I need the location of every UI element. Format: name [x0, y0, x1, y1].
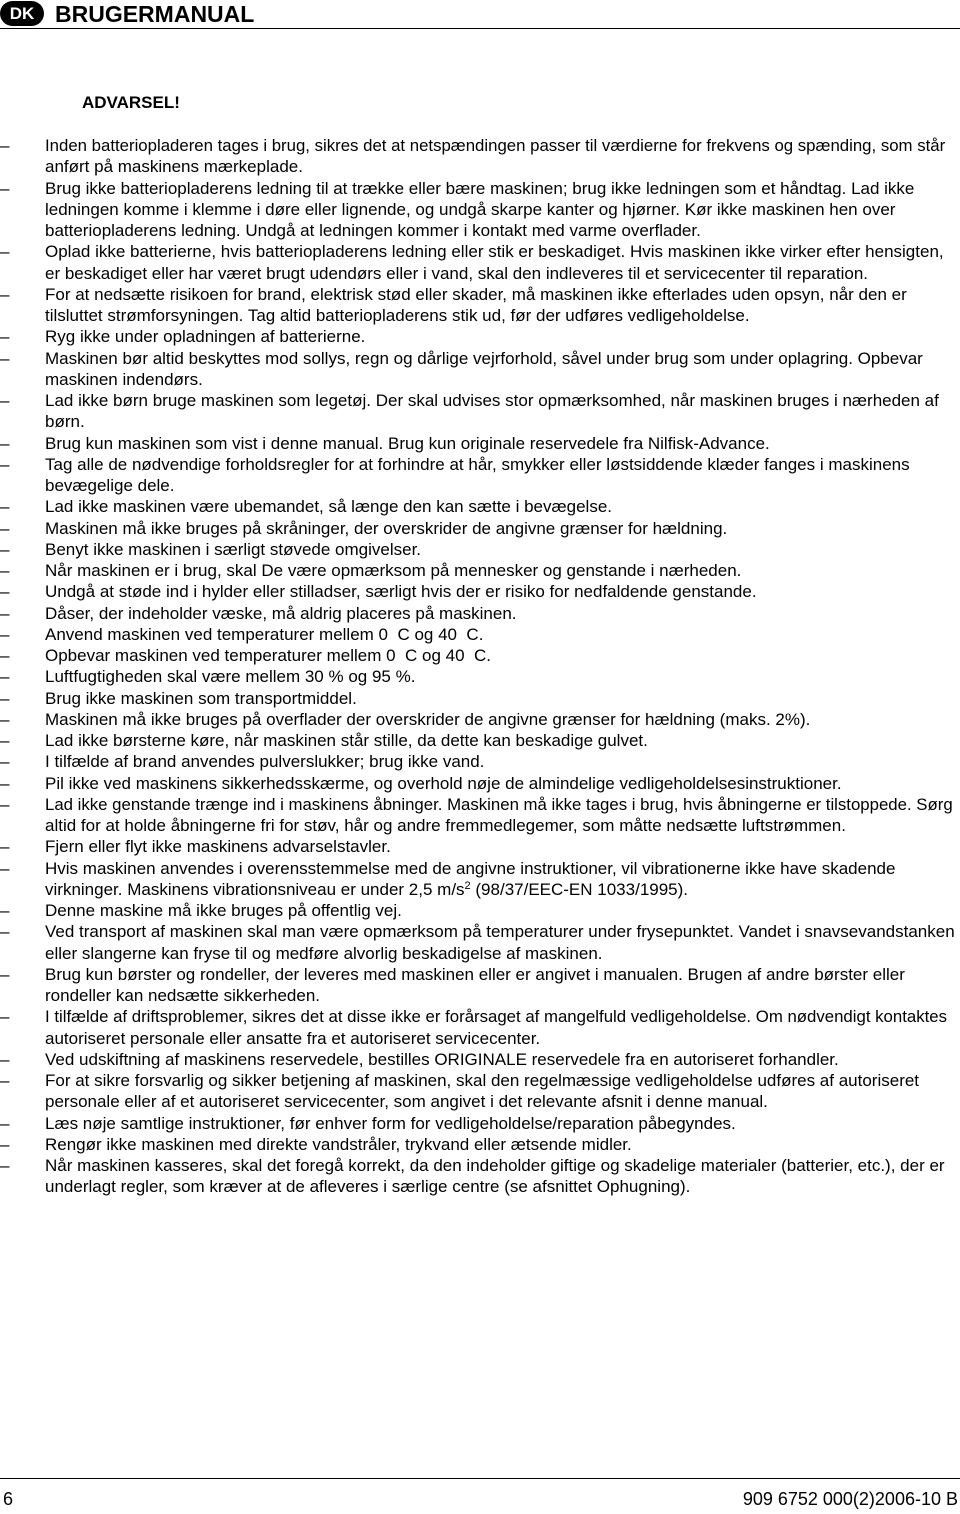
warning-line: eller slangerne kan fryse til og medføre alvorlig beskadigelse af maskinen.: [45, 943, 603, 963]
warning-line: Luftfugtigheden skal være mellem 30 % og 95 %.: [45, 667, 416, 687]
warning-text: [45, 284, 957, 327]
warning-item: [0, 603, 960, 624]
warning-line: Brug kun børster og rondeller, der leveres med maskinen eller er angivet i manualen. Brugen af andre børster eller: [45, 964, 905, 984]
warning-text: [45, 178, 957, 242]
warning-item: [0, 348, 960, 391]
warning-line: [45, 879, 688, 900]
warning-line: autoriseret personale eller ansatte fra et autoriseret servicecenter.: [45, 1028, 541, 1048]
warning-line: Ved udskiftning af maskinens reservedele, bestilles ORIGINALE reservedele fra en autoriseret forhandler.: [45, 1049, 839, 1069]
warning-line: Maskinen må ikke bruges på overflader der overskrider de angivne grænser for hældning (maks. 2%).: [45, 709, 811, 729]
warning-text: [45, 433, 957, 454]
bullet-dash: –: [0, 1049, 10, 1069]
bullet-dash: –: [0, 688, 10, 708]
warning-text: [45, 688, 957, 709]
warning-text: [45, 581, 957, 602]
warning-line: Brug kun maskinen som vist i denne manual. Brug kun originale reservedele fra Nilfisk-Advance.: [45, 433, 770, 453]
warning-text: [45, 900, 957, 921]
warning-item: [0, 241, 960, 284]
warning-text: [45, 1155, 957, 1198]
warning-text: [45, 348, 957, 391]
document-code: 909 6752 000(2)2006-10 B: [742, 1489, 958, 1509]
warning-line: Denne maskine må ikke bruges på offentlig vej.: [45, 901, 402, 920]
warning-item: [0, 539, 960, 560]
warning-text: [45, 241, 957, 284]
bullet-dash: –: [0, 709, 10, 729]
warning-line: Lad ikke genstande trænge ind i maskinens åbninger. Maskinen må ikke tages i brug, hvis åbningerne er tilstoppede. Sørg: [45, 794, 953, 814]
warning-line: Fjern eller flyt ikke maskinens advarselstavler.: [45, 837, 391, 857]
bullet-dash: –: [0, 539, 10, 559]
warning-item: [0, 1049, 960, 1070]
warning-text: [45, 518, 957, 539]
warning-line: Maskinen bør altid beskyttes mod sollys, regn og dårlige vejrforhold, såvel under brug som under oplagring. Opbevar: [45, 348, 923, 368]
warning-line: rondeller kan nedsætte sikkerheden.: [45, 986, 320, 1005]
warning-line: batteriopladerens ledning. Undgå at ledningen kommer i kontakt med varme overflader.: [45, 221, 701, 240]
warning-item: [0, 284, 960, 327]
warning-line: Inden batteriopladeren tages i brug, sikres det at netspændingen passer til værdierne for frekvens og spænding, som står: [45, 136, 946, 155]
warning-list: [0, 135, 960, 1198]
warning-text: [45, 560, 957, 581]
warning-line: Lad ikke maskinen være ubemandet, så længe den kan sætte i bevægelse.: [45, 497, 612, 517]
warning-line: Opbevar maskinen ved temperaturer mellem 0 C og 40 C.: [45, 646, 491, 665]
bullet-dash: –: [0, 837, 10, 857]
warning-text: [45, 496, 957, 517]
warning-text: [45, 454, 957, 497]
warning-line: For at sikre forsvarlig og sikker betjening af maskinen, skal den regelmæssige vedligeholdelse udføres af autoriseret: [45, 1071, 920, 1090]
warning-item: [0, 730, 960, 751]
superscript: 2: [464, 879, 471, 892]
warning-text: [45, 773, 957, 794]
bullet-dash: –: [0, 518, 10, 538]
warning-item: [0, 836, 960, 857]
warning-line: børn.: [45, 412, 85, 432]
warning-item: [0, 496, 960, 517]
bullet-dash: –: [0, 794, 10, 814]
warning-line: underlagt regler, som kræver at de afleveres i særlige centre (se afsnittet Ophugning).: [45, 1177, 691, 1197]
bullet-dash: –: [0, 1007, 10, 1027]
warning-heading: ADVARSEL!: [82, 93, 180, 112]
warning-text: [45, 836, 957, 857]
warning-line: Når maskinen kasseres, skal det foregå korrekt, da den indeholder giftige og skadelige materialer (batterier, etc.), der er: [45, 1156, 945, 1175]
bullet-dash: –: [0, 858, 10, 878]
warning-line: Tag alle de nødvendige forholdsregler for at forhindre at hår, smykker eller løstsiddende klæder fanges i maskinens: [45, 454, 910, 474]
warning-text: [45, 751, 957, 772]
warning-line: Lad ikke børsterne køre, når maskinen står stille, da dette kan beskadige gulvet.: [45, 731, 648, 750]
warning-item: [0, 688, 960, 709]
warning-line: Lad ikke børn bruge maskinen som legetøj. Der skal udvises stor opmærksomhed, når maskinen bruges i nærheden af: [45, 391, 939, 410]
warning-text: [45, 326, 957, 347]
bullet-dash: –: [0, 603, 10, 623]
bullet-dash: –: [0, 242, 10, 262]
warning-line: Brug ikke maskinen som transportmiddel.: [45, 688, 357, 708]
warning-line-text: (98/37/EEC-EN 1033/1995).: [470, 879, 689, 899]
document-title: BRUGERMANUAL: [55, 1, 255, 27]
bullet-dash: –: [0, 582, 10, 602]
warning-line: er beskadiget eller har været brugt udendørs eller i vand, skal den indleveres til et servicecenter til reparation.: [45, 263, 869, 283]
warning-text: [45, 794, 957, 837]
warning-item: [0, 1113, 960, 1134]
bullet-dash: –: [0, 1156, 10, 1175]
warning-text: [45, 1070, 957, 1113]
bullet-dash: –: [0, 624, 10, 644]
bullet-dash: –: [0, 964, 10, 984]
warning-text: [45, 390, 957, 433]
warning-item: [0, 794, 960, 837]
warning-line-text: virkninger. Maskinens vibrationsniveau er under 2,5 m/s: [45, 879, 465, 899]
bullet-dash: –: [0, 646, 10, 665]
warning-line: Når maskinen er i brug, skal De være opmærksom på mennesker og genstande i nærheden.: [45, 561, 742, 580]
warning-item: [0, 1155, 960, 1198]
warning-line: bevægelige dele.: [45, 476, 175, 495]
warning-item: [0, 645, 960, 666]
warning-item: [0, 454, 960, 497]
warning-text: [45, 1049, 957, 1070]
warning-text: [45, 135, 957, 178]
warning-line: anført på maskinens mærkeplade.: [45, 157, 303, 177]
language-badge: DK: [0, 1, 44, 26]
warning-line: maskinen indendørs.: [45, 369, 203, 389]
warning-line: personale eller af et autoriseret servicecenter, som angivet i det relevante afsnit i denne manual.: [45, 1092, 768, 1112]
warning-line: Ryg ikke under opladningen af batterierne.: [45, 327, 366, 347]
bullet-dash: –: [0, 1071, 10, 1090]
bullet-dash: –: [0, 327, 10, 347]
warning-text: [45, 964, 957, 1007]
warning-item: [0, 751, 960, 772]
warning-item: [0, 666, 960, 687]
bullet-dash: –: [0, 773, 10, 793]
warning-line: Anvend maskinen ved temperaturer mellem 0 C og 40 C.: [45, 624, 484, 644]
warning-item: [0, 1006, 960, 1049]
bullet-dash: –: [0, 284, 10, 304]
warning-line: Brug ikke batteriopladerens ledning til at trække eller bære maskinen; brug ikke ledningen som et håndtag. Lad ikke: [45, 178, 915, 198]
warning-item: [0, 326, 960, 347]
warning-item: [0, 900, 960, 921]
bullet-dash: –: [0, 667, 10, 687]
warning-line: I tilfælde af brand anvendes pulverslukker; brug ikke vand.: [45, 752, 485, 772]
warning-line: ledningen komme i klemme i døre eller lignende, og undgå skarpe kanter og hjørner. Kør ikke maskinen hen over: [45, 199, 896, 219]
warning-line: Dåser, der indeholder væske, må aldrig placeres på maskinen.: [45, 603, 517, 623]
bullet-dash: –: [0, 136, 10, 155]
bullet-dash: –: [0, 1113, 10, 1133]
warning-text: [45, 624, 957, 645]
bullet-dash: –: [0, 922, 10, 942]
warning-item: [0, 433, 960, 454]
warning-text: [45, 858, 957, 901]
bullet-dash: –: [0, 752, 10, 772]
warning-line: tilsluttet strømforsyningen. Tag altid batteriopladerens stik ud, før der udføres vedligeholdelse.: [45, 306, 750, 325]
bullet-dash: –: [0, 731, 10, 750]
bullet-dash: –: [0, 178, 10, 198]
warning-item: [0, 178, 960, 242]
warning-item: [0, 560, 960, 581]
warning-item: [0, 135, 960, 178]
warning-text: [45, 1006, 957, 1049]
warning-text: [45, 730, 957, 751]
warning-text: [45, 603, 957, 624]
warning-item: [0, 1134, 960, 1155]
bullet-dash: –: [0, 348, 10, 368]
warning-line: Rengør ikke maskinen med direkte vandstråler, trykvand eller ætsende midler.: [45, 1134, 632, 1154]
warning-line: Læs nøje samtlige instruktioner, før enhver form for vedligeholdelse/reparation påbegyndes.: [45, 1113, 736, 1133]
warning-line: altid for at holde åbningerne fri for støv, hår og andre fremmedlegemer, som måtte nedsætte luftstrømmen.: [45, 816, 846, 835]
bullet-dash: –: [0, 497, 10, 517]
warning-line: Maskinen må ikke bruges på skråninger, der overskrider de angivne grænser for hældning.: [45, 518, 728, 538]
bullet-dash: –: [0, 433, 10, 453]
footer-divider: [0, 1478, 960, 1479]
warning-line: Hvis maskinen anvendes i overensstemmelse med de angivne instruktioner, vil vibrationerne ikke have skadende: [45, 858, 896, 878]
warning-line: For at nedsætte risikoen for brand, elektrisk stød eller skader, må maskinen ikke efterlades uden opsyn, når den er: [45, 284, 907, 304]
warning-text: [45, 921, 957, 964]
warning-item: [0, 518, 960, 539]
warning-text: [45, 1113, 957, 1134]
warning-line: Pil ikke ved maskinens sikkerhedsskærme, og overhold nøje de almindelige vedligeholdelsesinstruktioner.: [45, 773, 842, 793]
bullet-dash: –: [0, 901, 10, 920]
header-divider: [0, 28, 960, 29]
warning-line: Undgå at støde ind i hylder eller stilladser, særligt hvis der er risiko for nedfaldende genstande.: [45, 582, 757, 602]
bullet-dash: –: [0, 1134, 10, 1154]
warning-item: [0, 964, 960, 1007]
warning-line: I tilfælde af driftsproblemer, sikres det at disse ikke er forårsaget af mangelfuld vedligeholdelse. Om nødvendigt kontaktes: [45, 1007, 947, 1027]
warning-item: [0, 858, 960, 901]
warning-text: [45, 666, 957, 687]
warning-item: [0, 390, 960, 433]
warning-text: [45, 709, 957, 730]
bullet-dash: –: [0, 561, 10, 580]
warning-item: [0, 581, 960, 602]
bullet-dash: –: [0, 454, 10, 474]
warning-line: Ved transport af maskinen skal man være opmærksom på temperaturer under frysepunktet. Vandet i snavsevandstanken: [45, 922, 955, 942]
warning-line: Benyt ikke maskinen i særligt støvede omgivelser.: [45, 539, 422, 559]
warning-text: [45, 1134, 957, 1155]
warning-item: [0, 1070, 960, 1113]
warning-item: [0, 624, 960, 645]
warning-item: [0, 921, 960, 964]
page-number: 6: [3, 1489, 14, 1509]
warning-text: [45, 645, 957, 666]
warning-text: [45, 539, 957, 560]
warning-line: Oplad ikke batterierne, hvis batteriopladerens ledning eller stik er beskadiget. Hvis maskinen ikke virker efter hensigten,: [45, 242, 944, 262]
bullet-dash: –: [0, 391, 10, 410]
warning-item: [0, 773, 960, 794]
warning-item: [0, 709, 960, 730]
